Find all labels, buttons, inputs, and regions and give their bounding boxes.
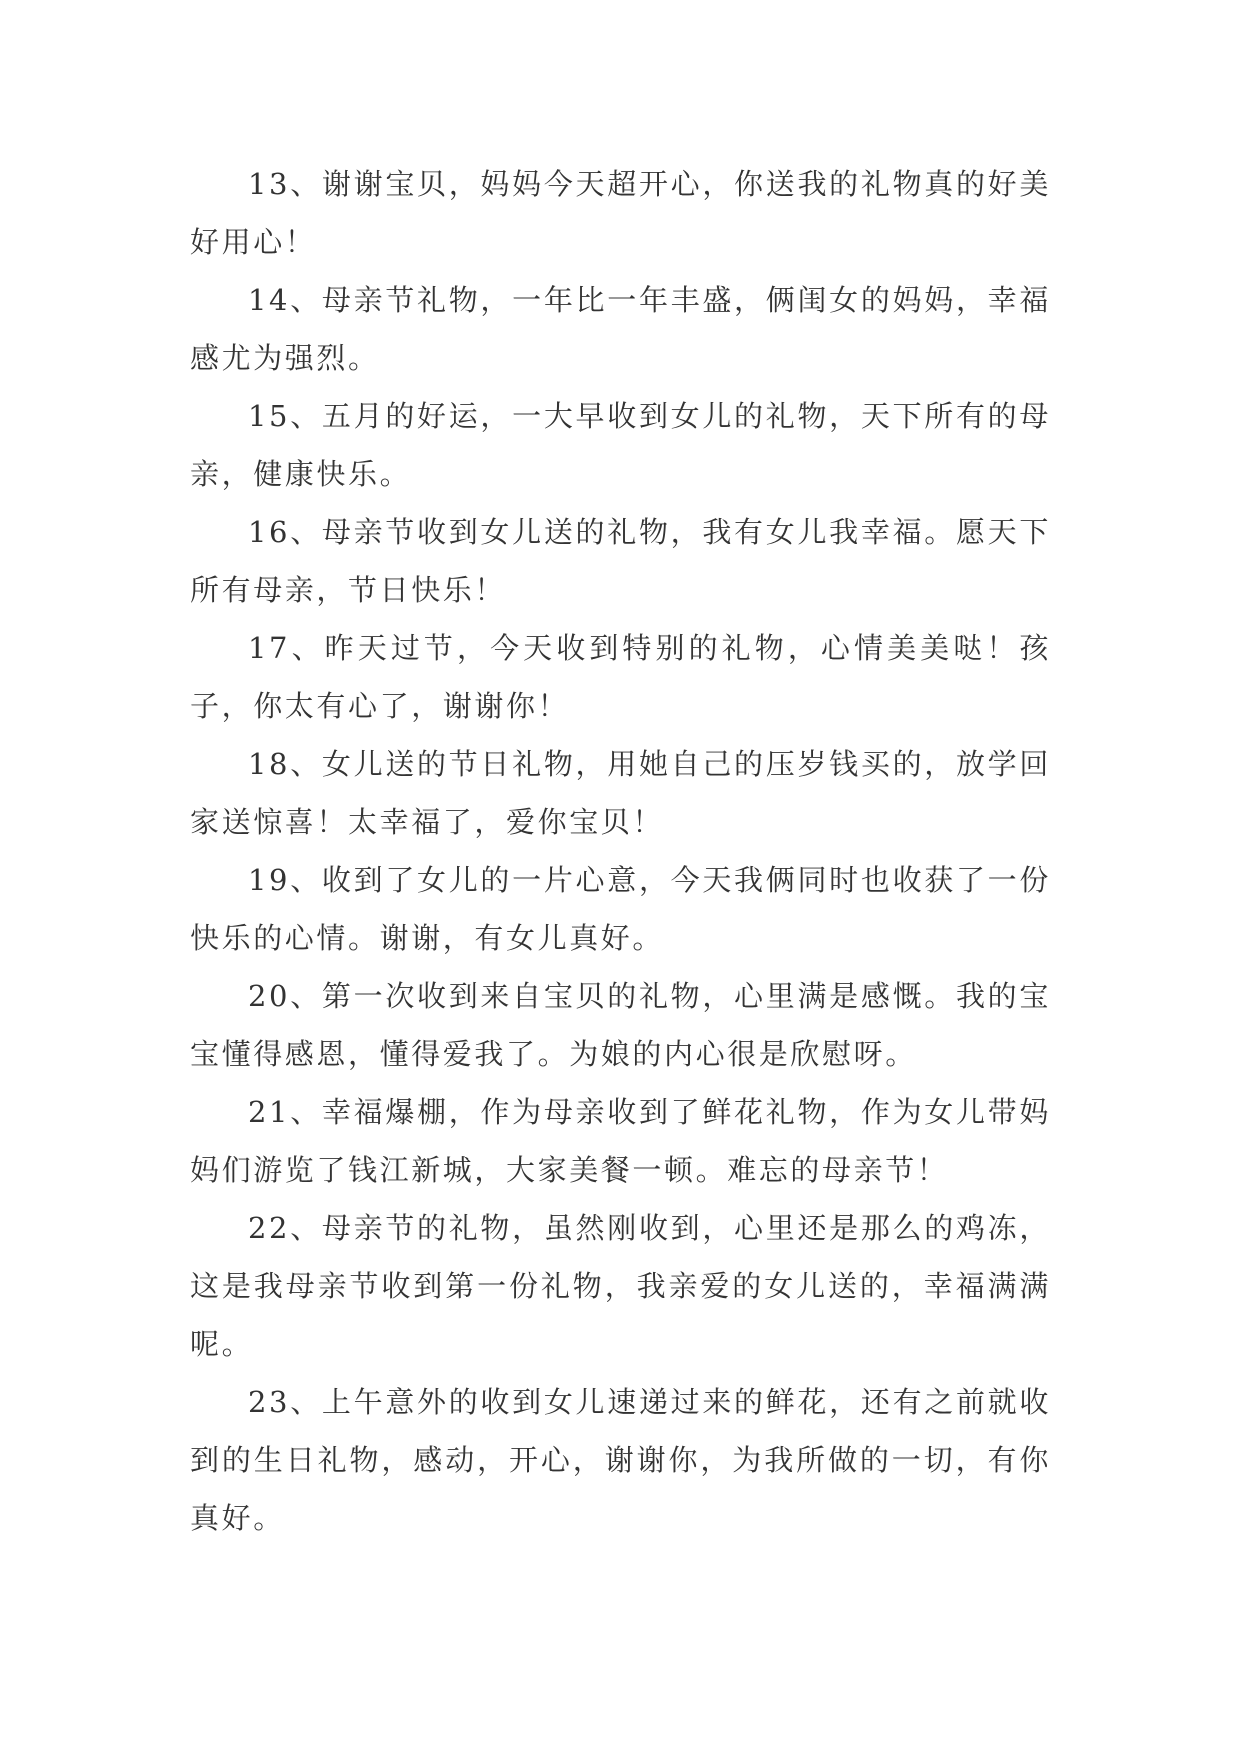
document-body <box>190 155 1051 1547</box>
paragraph-18: 18、女儿送的节日礼物，用她自己的压岁钱买的，放学回家送惊喜！太幸福了，爱你宝贝！ <box>190 747 1051 839</box>
paragraph-23: 23、上午意外的收到女儿速递过来的鲜花，还有之前就收到的生日礼物，感动，开心，谢谢你，为我所做的一切，有你真好。 <box>190 1385 1051 1535</box>
paragraph-13: 13、谢谢宝贝，妈妈今天超开心，你送我的礼物真的好美好用心！ <box>190 167 1051 259</box>
paragraph-16: 16、母亲节收到女儿送的礼物，我有女儿我幸福。愿天下所有母亲，节日快乐！ <box>190 515 1051 607</box>
paragraph-15: 15、五月的好运，一大早收到女儿的礼物，天下所有的母亲，健康快乐。 <box>190 399 1051 491</box>
paragraph-21: 21、幸福爆棚，作为母亲收到了鲜花礼物，作为女儿带妈妈们游览了钱江新城，大家美餐一顿。难忘的母亲节！ <box>190 1095 1051 1187</box>
paragraph-19: 19、收到了女儿的一片心意，今天我俩同时也收获了一份快乐的心情。谢谢，有女儿真好。 <box>190 863 1051 955</box>
paragraph-17: 17、昨天过节，今天收到特别的礼物，心情美美哒！孩子，你太有心了，谢谢你！ <box>190 631 1051 723</box>
paragraph-14: 14、母亲节礼物，一年比一年丰盛，俩闺女的妈妈，幸福感尤为强烈。 <box>190 283 1051 375</box>
paragraph-22: 22、母亲节的礼物，虽然刚收到，心里还是那么的鸡冻，这是我母亲节收到第一份礼物，我亲爱的女儿送的，幸福满满呢。 <box>190 1211 1051 1361</box>
paragraph-20: 20、第一次收到来自宝贝的礼物，心里满是感慨。我的宝宝懂得感恩，懂得爱我了。为娘的内心很是欣慰呀。 <box>190 979 1051 1071</box>
